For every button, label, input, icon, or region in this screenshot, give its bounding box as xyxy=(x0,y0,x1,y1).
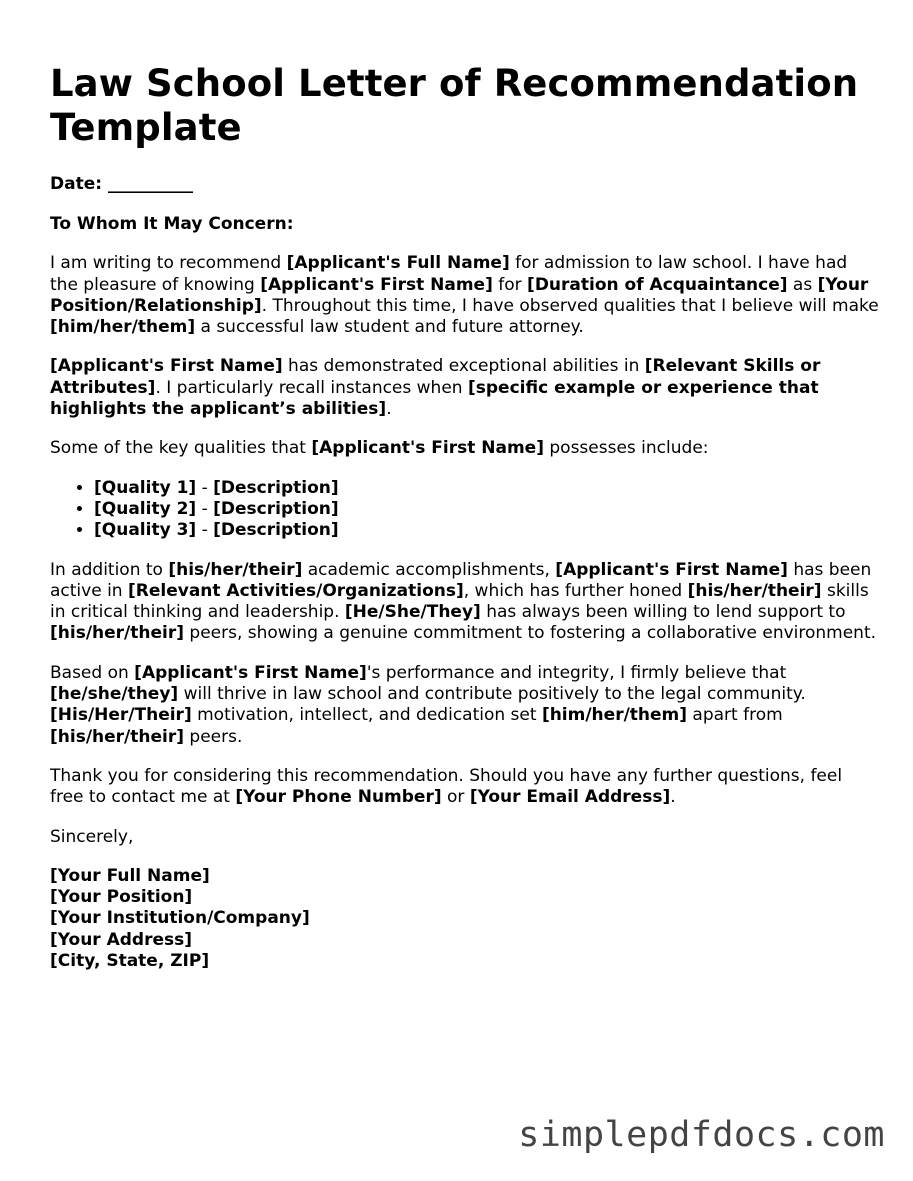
text: possesses include: xyxy=(543,438,709,459)
paragraph-abilities xyxy=(50,356,880,420)
text: . xyxy=(386,399,392,420)
text: 's performance and integrity, I firmly believe that xyxy=(366,662,787,683)
placeholder: [Applicant's First Name] xyxy=(50,356,283,377)
text: skills in critical thinking and leadership. xyxy=(50,580,869,623)
placeholder: [Applicant's First Name] xyxy=(311,438,544,459)
paragraph-contact xyxy=(50,766,880,809)
text: has been active in xyxy=(50,559,872,601)
text: has always been willing to lend support to xyxy=(480,602,846,623)
text: , which has further honed xyxy=(463,580,688,601)
text: . xyxy=(670,787,676,808)
closing: Sincerely, xyxy=(50,826,134,847)
list-item xyxy=(94,499,880,520)
placeholder: [his/her/their] xyxy=(168,559,303,580)
text: for xyxy=(492,274,528,295)
quality-name: [Quality 2] xyxy=(94,498,197,519)
placeholder: [him/her/them] xyxy=(541,705,688,726)
placeholder: [Duration of Acquaintance] xyxy=(527,274,788,295)
separator: - xyxy=(196,477,214,498)
placeholder: [his/her/their] xyxy=(687,580,822,601)
quality-description: [Description] xyxy=(213,520,339,541)
list-item xyxy=(94,478,880,499)
placeholder: [he/she/they] xyxy=(50,684,179,705)
placeholder: [his/her/their] xyxy=(50,726,184,747)
placeholder: [His/Her/Their] xyxy=(50,705,192,726)
text: a successful law student and future attorney. xyxy=(195,317,584,338)
text: . I particularly recall instances when xyxy=(155,377,468,398)
placeholder: [Relevant Skills or Attributes] xyxy=(50,356,821,398)
list-item xyxy=(94,520,880,541)
text: will thrive in law school and contribute positively to the legal community. xyxy=(178,684,806,705)
placeholder: [him/her/them] xyxy=(50,317,196,338)
text: Thank you for considering this recommendation. Should you have any further questions, feel free to contact me at xyxy=(50,765,843,808)
salutation: To Whom It May Concern: xyxy=(50,214,294,234)
qualities-list xyxy=(50,478,880,542)
letter-page xyxy=(50,62,880,972)
text: has demonstrated exceptional abilities in xyxy=(282,356,645,377)
text: academic accomplishments, xyxy=(302,559,556,580)
placeholder: [his/her/their] xyxy=(50,623,184,644)
quality-description: [Description] xyxy=(213,498,339,519)
date-label: Date: xyxy=(50,174,103,194)
text: In addition to xyxy=(50,559,169,580)
placeholder: [Applicant's Full Name] xyxy=(286,253,510,274)
separator: - xyxy=(196,498,214,519)
date-blank: __________ xyxy=(107,174,193,194)
quality-name: [Quality 1] xyxy=(94,477,197,498)
signature-line: [Your Address] xyxy=(50,929,193,950)
text: motivation, intellect, and dedication set xyxy=(191,705,542,726)
text: I am writing to recommend xyxy=(50,253,287,274)
placeholder: [Your Email Address] xyxy=(469,787,671,808)
placeholder: [Applicant's First Name] xyxy=(134,662,367,683)
paragraph-qualities-intro xyxy=(50,438,880,459)
text: . Throughout this time, I have observed qualities that I believe will make xyxy=(261,295,879,316)
signature-line: [City, State, ZIP] xyxy=(50,951,210,972)
signature-line: [Your Institution/Company] xyxy=(50,908,310,929)
placeholder: [specific example or experience that highlights the applicant’s abilities] xyxy=(50,377,819,420)
text: peers. xyxy=(184,726,243,747)
placeholder: [Your Phone Number] xyxy=(235,787,442,808)
placeholder: [Relevant Activities/Organizations] xyxy=(127,580,464,601)
placeholder: [Applicant's First Name] xyxy=(260,274,493,295)
separator: - xyxy=(196,520,214,541)
date-line xyxy=(50,174,880,195)
paragraph-performance xyxy=(50,663,880,748)
placeholder: [Your Position/Relationship] xyxy=(50,274,869,316)
text: apart from xyxy=(687,705,783,726)
paragraph-activities xyxy=(50,560,880,645)
signature-block xyxy=(50,866,880,972)
text: peers, showing a genuine commitment to fostering a collaborative environment. xyxy=(184,623,877,644)
quality-description: [Description] xyxy=(213,477,339,498)
text: Some of the key qualities that xyxy=(50,438,312,459)
signature-line: [Your Position] xyxy=(50,887,193,908)
text: as xyxy=(787,274,818,295)
signature-line: [Your Full Name] xyxy=(50,865,210,886)
placeholder: [Applicant's First Name] xyxy=(555,559,788,580)
paragraph-intro xyxy=(50,253,880,338)
text: or xyxy=(441,787,470,808)
watermark: simplepdfdocs.com xyxy=(518,1115,885,1155)
quality-name: [Quality 3] xyxy=(94,520,197,541)
page-title: Law School Letter of Recommendation Template xyxy=(50,62,859,149)
text: Based on xyxy=(50,662,135,683)
text: for admission to law school. I have had the pleasure of knowing xyxy=(50,253,848,295)
placeholder: [He/She/They] xyxy=(344,602,481,623)
